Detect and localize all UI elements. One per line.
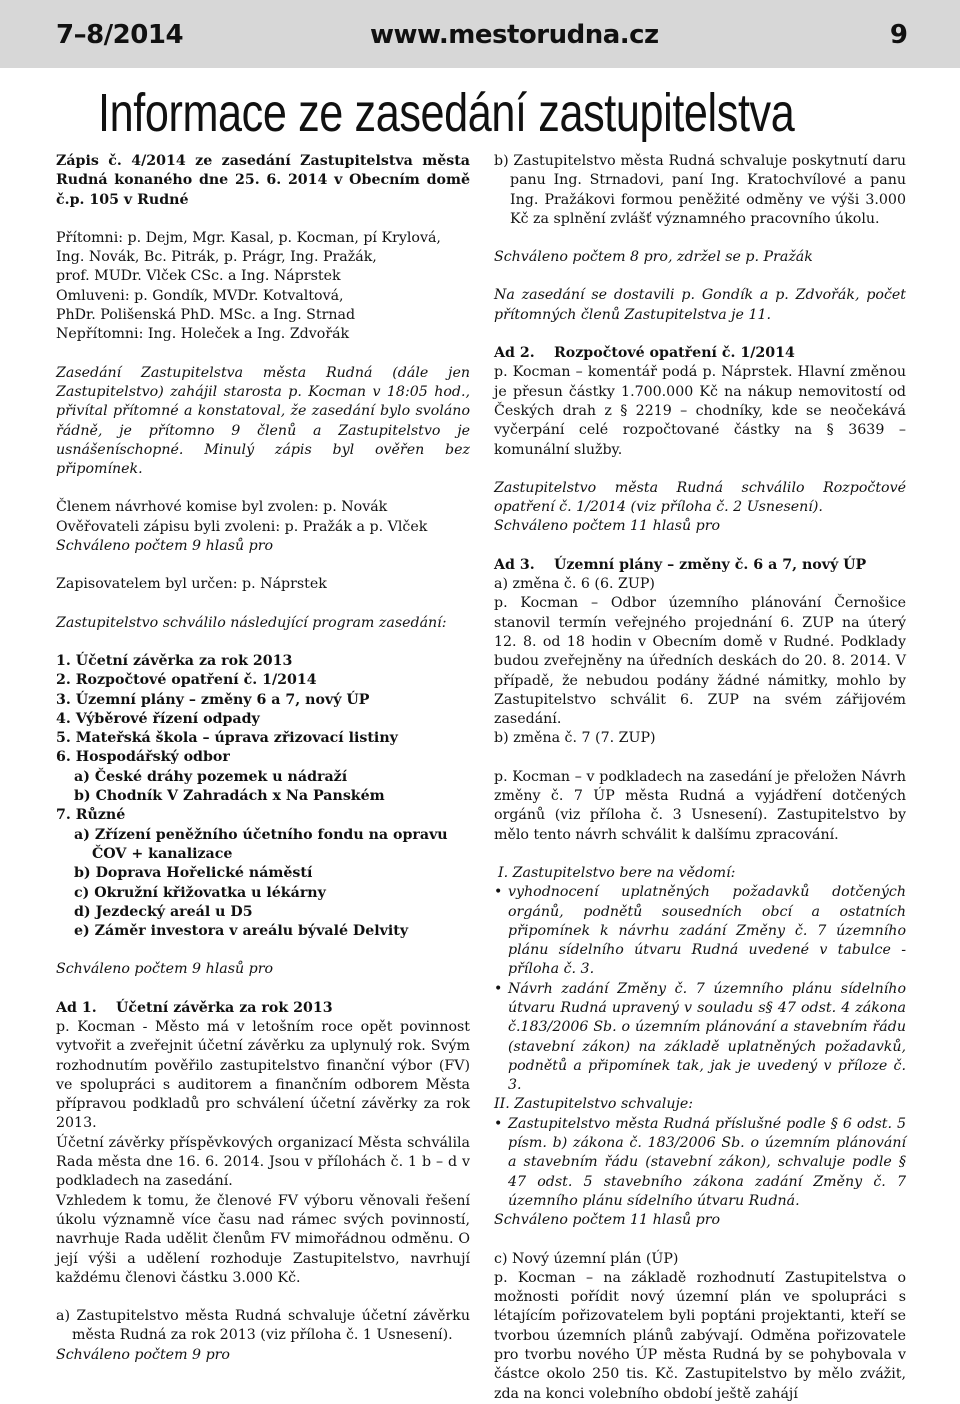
agenda-number: Ad 1. <box>56 999 97 1016</box>
program-item: 2. Rozpočtové opatření č. 1/2014 <box>56 672 317 689</box>
ad2-approval: Zastupitelstvo města Rudná schválilo Rozpočtové opatření č. 1/2014 (viz příloha č. 2 Usnesení). <box>494 479 906 516</box>
commission-member: Členem návrhové komise byl zvolen: p. Novák <box>56 499 388 516</box>
ad3-subheading: a) změna č. 6 (6. ZUP) <box>494 576 655 593</box>
agenda-title: Územní plány – změny č. 6 a 7, nový ÚP <box>554 556 867 573</box>
bullet-item: • Návrh zadání Změny č. 7 územního plánu sídelního útvaru Rudná upravený v souladu s§ 47 odst. 4 zákona č.183/2006 Sb. o územním plánování a stavebním řádu (stavební zákon) na základě uplatněných požadavků, podnětů a připomínek tak, jak je uvedený v příloze č. 3. <box>494 980 906 1096</box>
minutes-recorder: Zapisovatelem byl určen: p. Náprstek <box>56 576 327 593</box>
bullet-item: • Zastupitelstvo města Rudná příslušné podle § 6 odst. 5 písm. b) zákona č. 183/2006 Sb. o územním plánování a stavebním řádu (stavební zákon), schvaluje podle § 47 odst. 5 stavebního zákona zadání Změny č. 7 územního plánu sídelního útvaru Rudná. <box>494 1115 906 1211</box>
ad3-subheading: b) změna č. 7 (7. ZUP) <box>494 730 656 747</box>
agenda-heading-2 <box>494 344 906 363</box>
program-subitem: e) Záměr investora v areálu bývalé Delvity <box>74 923 409 940</box>
program-item: 1. Účetní závěrka za rok 2013 <box>56 652 293 669</box>
issue-number: 7–8/2014 <box>56 20 184 50</box>
program-item: 3. Územní plány – změny 6 a 7, nový ÚP <box>56 691 370 708</box>
takes-note-heading: I. Zastupitelstvo bere na vědomí: <box>498 864 736 881</box>
vote-result: Schváleno počtem 9 hlasů pro <box>56 538 274 555</box>
minutes-intro: Zápis č. 4/2014 ze zasedání Zastupitelstva města Rudná konaného dne 25. 6. 2014 v Obecním domě č.p. 105 v Rudné <box>56 153 470 208</box>
attendance-line: Přítomni: p. Dejm, Mgr. Kasal, p. Kocman, pí Krylová, <box>56 229 441 246</box>
program-item: 6. Hospodářský odbor <box>56 749 230 766</box>
program-subitem: a) Zřízení peněžního účetního fondu na opravu ČOV + kanalizace <box>74 826 448 862</box>
approves-heading: II. Zastupitelstvo schvaluje: <box>494 1096 694 1113</box>
attendance-line: PhDr. Polišenská PhD. MSc. a Ing. Strnad <box>56 307 356 324</box>
program-intro: Zastupitelstvo schválilo následující program zasedání: <box>56 614 447 631</box>
opening-rest: , přivítal přítomné a konstatoval, že zasedání bylo svoláno řádně, je přítomno 9 členů a Zastupitelstvo je usnášeníschopné. Minulý zápis byl ověřen bez připomínek. <box>56 383 470 478</box>
vote-result: Schváleno počtem 8 pro, zdržel se p. Pražák <box>494 249 813 266</box>
ad1-paragraph: Vzhledem k tomu, že členové FV výboru věnovali řešení úkolu významně více času nad rámec svých povinností, navrhuje Rada udělit členům FV mimořádnou odměnu. O její výši a udělení rozhoduje Zastupitelstvo, navrhují každému členovi částku 3.000 Kč. <box>56 1192 470 1286</box>
attendance-line: Nepřítomni: Ing. Holeček a Ing. Zdvořák <box>56 326 350 343</box>
program-subitem: d) Jezdecký areál u D5 <box>74 903 253 920</box>
attendance-line: Omluveni: p. Gondík, MVDr. Kotvaltová, <box>56 287 344 304</box>
vote-result: Schváleno počtem 11 hlasů pro <box>494 1212 721 1229</box>
program-list <box>56 652 470 941</box>
attendance-line: Ing. Novák, Bc. Pitrák, p. Prágr, Ing. Pražák, <box>56 249 377 266</box>
vote-result: Schváleno počtem 9 pro <box>56 1346 230 1363</box>
agenda-heading-1 <box>56 999 470 1018</box>
resolution-a: a) Zastupitelstvo města Rudná schvaluje účetní závěrku města Rudná za rok 2013 (viz příloha č. 1 Usnesení). <box>56 1308 470 1344</box>
website-url[interactable]: www.mestorudna.cz <box>370 20 659 50</box>
right-column <box>494 152 906 1404</box>
agenda-number: Ad 3. <box>494 556 535 573</box>
program-subitem: b) Chodník V Zahradách x Na Panském <box>74 788 385 805</box>
program-subitem: c) Okružní křižovatka u lékárny <box>74 884 326 901</box>
resolution-b: b) Zastupitelstvo města Rudná schvaluje poskytnutí daru panu Ing. Strnadovi, paní Ing. Kratochvílové a panu Ing. Pražákovi formou peněžité odměny ve výši 3.000 Kč za splnění zvlášť významného pracovního úkolu. <box>494 153 906 227</box>
vote-result: Schváleno počtem 9 hlasů pro <box>56 961 274 978</box>
program-item: 4. Výběrové řízení odpady <box>56 710 260 727</box>
bullet-item: • vyhodnocení uplatněných požadavků dotčených orgánů, podnětů sousedních obcí a ostatních připomínek k návrhu zadání Změny č. 7 územního plánu sídelního útvaru Rudná uvedené v tabulce - příloha č. 3. <box>494 883 906 979</box>
arrival-note: Na zasedání se dostavili p. Gondík a p. Zdvořák, počet přítomných členů Zastupitelstva je 11. <box>494 287 906 323</box>
ad1-paragraph: p. Kocman - Město má v letošním roce opět povinnost vytvořit a zveřejnit účetní závěrku za uplynulý rok. Svým rozhodnutím pověřilo zastupitelstvo finanční výbor (FV) ve spolupráci s auditorem a finančním odborem Města přípravou podkladů pro schválení účetní závěrky za rok 2013. <box>56 1018 470 1132</box>
ad3-subheading: c) Nový územní plán (ÚP) <box>494 1250 679 1267</box>
page-number: 9 <box>889 20 908 50</box>
page-title: Informace ze zasedání zastupitelstva <box>98 83 795 143</box>
ad3-paragraph: p. Kocman – Odbor územního plánování Černošice stanovil termín veřejného projednání 6. ZUP na úterý 12. 8. od 18 hodin v Obecním domě v Rudné. Podklady budou zveřejněny na úředních deskách do 20. 8. 2014. V případě, že nebudou podány žádné námitky, mohlo by Zastupitelstvo schválit 6. ZUP na svém zářijovém zasedání. <box>494 595 906 728</box>
vote-result: Schváleno počtem 11 hlasů pro <box>494 518 721 535</box>
program-subitem: b) Doprava Hořelické náměstí <box>74 865 313 882</box>
attendance <box>56 229 470 345</box>
ad3-paragraph: p. Kocman – v podkladech na zasedání je přeložen Návrh změny č. 7 ÚP města Rudná a vyjádření dotčených orgánů (viz příloha č. 3 Usnesení). Zastupitelstvo by mělo tento návrh schválit k dalšímu zpracování. <box>494 768 906 843</box>
attendance-line: prof. MUDr. Vlček CSc. a Ing. Náprstek <box>56 268 341 285</box>
agenda-title: Účetní závěrka za rok 2013 <box>116 999 333 1016</box>
page-header <box>0 0 960 68</box>
agenda-number: Ad 2. <box>494 345 535 362</box>
opening-paragraph <box>56 364 470 480</box>
left-column <box>56 152 470 1365</box>
ad1-paragraph: Účetní závěrky příspěvkových organizací Města schválila Rada města dne 16. 6. 2014. Jsou v přílohách č. 1 b – d v podkladech na zasedání. <box>56 1134 470 1190</box>
opening-italic: Zasedání Zastupitelstva města Rudná (dále jen Zastupitelstvo) zahájil starosta p. Kocman v 18:05 hod. <box>56 364 470 400</box>
program-item: 5. Mateřská škola – úprava zřizovací listiny <box>56 730 398 747</box>
minutes-verifiers: Ověřovateli zápisu byli zvoleni: p. Pražák a p. Vlček <box>56 518 428 535</box>
program-item: 7. Různé <box>56 807 126 824</box>
agenda-title: Rozpočtové opatření č. 1/2014 <box>554 345 795 362</box>
program-subitem: a) České dráhy pozemek u nádraží <box>74 768 348 785</box>
agenda-heading-3 <box>494 556 906 575</box>
ad2-paragraph: p. Kocman – komentář podá p. Náprstek. Hlavní změnou je přesun částky 1.700.000 Kč na nákup nemovitostí od Českých drah z § 2219 – chodníky, kde se neočekává vyčerpání celé rozpočtované částky na § 3639 – komunální služby. <box>494 364 906 458</box>
ad3-paragraph: p. Kocman – na základě rozhodnutí Zastupitelstva o možnosti pořídit nový územní plán ve spolupráci s létajícím pořizovatelem byli poptáni projektanti, kteří se tvorbou územních plánů zabývají. Odměna pořizovatele pro tvorbu nového ÚP města Rudná by se pohybovala v částce okolo 250 tis. Kč. Zastupitelstvo by mělo zvážit, zda na konci volebního období ještě zahájí <box>494 1269 906 1402</box>
